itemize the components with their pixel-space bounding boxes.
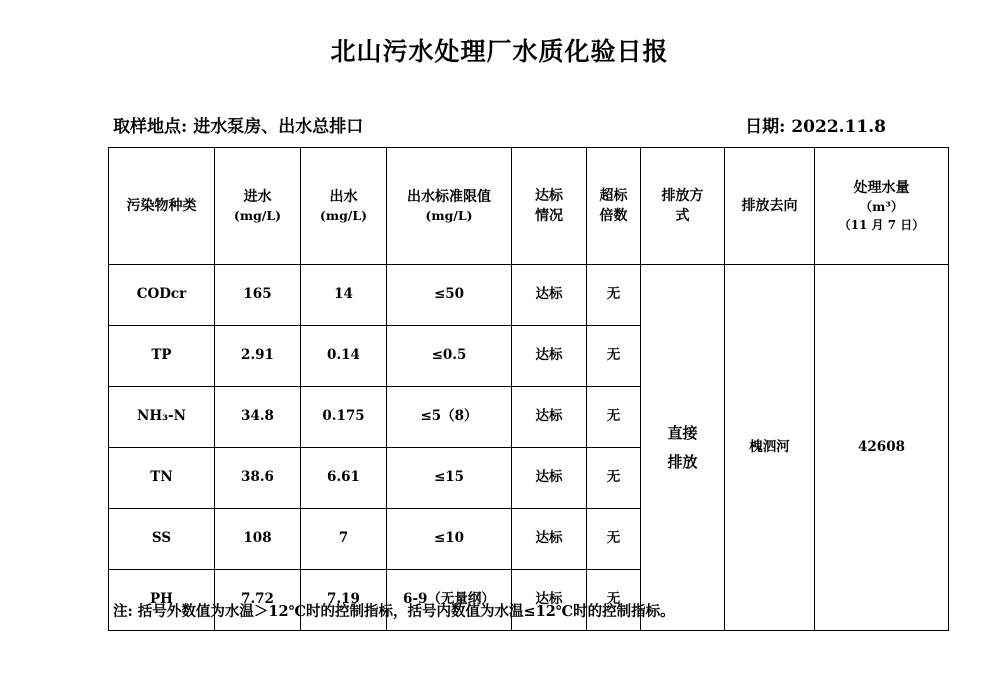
header-discharge-method — [641, 148, 725, 265]
meta-row — [113, 111, 886, 137]
cell-exceed: 无 — [587, 509, 641, 570]
header-exceed-multiple — [587, 148, 641, 265]
cell-pollutant: NH₃-N — [109, 387, 215, 448]
cell-influent: 2.91 — [215, 326, 301, 387]
cell-compliance: 达标 — [512, 570, 587, 631]
header-influent-label: 进水 — [243, 188, 272, 205]
cell-limit: ≤15 — [387, 448, 512, 509]
discharge-method-line-2: 排放 — [667, 452, 698, 471]
header-compliance — [512, 148, 587, 265]
page-title: 北山污水处理厂水质化验日报 — [330, 37, 669, 66]
cell-limit: ≤50 — [387, 265, 512, 326]
cell-effluent: 7.19 — [301, 570, 387, 631]
cell-exceed: 无 — [587, 326, 641, 387]
header-standard-limit-label: 出水标准限值 — [407, 188, 491, 205]
discharge-method-line-1: 直接 — [667, 424, 698, 442]
cell-influent: 7.72 — [215, 570, 301, 631]
cell-exceed: 无 — [587, 570, 641, 631]
footnote: 注: 括号外数值为水温＞12℃时的控制指标，括号内数值为水温≤12℃时的控制指标。 — [113, 603, 675, 620]
header-discharge-method-label-2: 式 — [675, 208, 690, 224]
header-effluent-label: 出水 — [329, 188, 358, 205]
header-exceed-multiple-label-1: 超标 — [599, 187, 628, 204]
cell-effluent: 0.14 — [301, 326, 387, 387]
header-pollutant-type-label: 污染物种类 — [126, 197, 197, 214]
cell-compliance: 达标 — [512, 509, 587, 570]
cell-compliance: 达标 — [512, 326, 587, 387]
cell-exceed: 无 — [587, 265, 641, 326]
cell-limit: ≤0.5 — [387, 326, 512, 387]
header-treated-volume-unit: （m³） — [859, 199, 904, 215]
header-discharge-destination-label: 排放去向 — [741, 197, 798, 214]
header-treated-volume — [815, 148, 949, 265]
cell-compliance: 达标 — [512, 448, 587, 509]
sampling-location-label: 取样地点: 进水泵房、出水总排口 — [113, 116, 364, 137]
cell-discharge-method — [641, 265, 725, 631]
cell-effluent: 0.175 — [301, 387, 387, 448]
header-standard-limit — [387, 148, 512, 265]
header-compliance-label-1: 达标 — [535, 187, 563, 204]
cell-pollutant: PH — [109, 570, 215, 631]
cell-pollutant: CODcr — [109, 265, 215, 326]
cell-influent: 34.8 — [215, 387, 301, 448]
report-date-label: 日期: 2022.11.8 — [745, 116, 886, 137]
cell-pollutant: SS — [109, 509, 215, 570]
table-header-row — [109, 148, 949, 265]
cell-exceed: 无 — [587, 387, 641, 448]
cell-effluent: 6.61 — [301, 448, 387, 509]
cell-discharge-destination: 槐泗河 — [725, 265, 815, 631]
cell-compliance: 达标 — [512, 265, 587, 326]
header-compliance-label-2: 情况 — [535, 208, 563, 224]
header-exceed-multiple-label-2: 倍数 — [599, 208, 628, 224]
header-discharge-destination — [725, 148, 815, 265]
cell-pollutant: TN — [109, 448, 215, 509]
header-influent — [215, 148, 301, 265]
cell-influent: 108 — [215, 509, 301, 570]
cell-influent: 38.6 — [215, 448, 301, 509]
cell-limit: ≤5（8） — [387, 387, 512, 448]
cell-pollutant: TP — [109, 326, 215, 387]
cell-treated-volume: 42608 — [815, 265, 949, 631]
cell-compliance: 达标 — [512, 387, 587, 448]
cell-limit: 6-9（无量纲） — [387, 570, 512, 631]
cell-effluent: 7 — [301, 509, 387, 570]
header-treated-volume-label: 处理水量 — [853, 180, 910, 197]
header-standard-limit-unit: (mg/L) — [425, 208, 473, 224]
header-effluent — [301, 148, 387, 265]
header-pollutant-type — [109, 148, 215, 265]
header-influent-unit: (mg/L) — [233, 208, 282, 224]
header-effluent-unit: (mg/L) — [319, 208, 368, 224]
header-discharge-method-label-1: 排放方 — [661, 187, 704, 204]
cell-limit: ≤10 — [387, 509, 512, 570]
header-treated-volume-note: （11 月 7 日） — [838, 217, 925, 232]
water-quality-table — [108, 147, 949, 631]
table-row — [109, 265, 949, 326]
cell-influent: 165 — [215, 265, 301, 326]
cell-effluent: 14 — [301, 265, 387, 326]
cell-exceed: 无 — [587, 448, 641, 509]
